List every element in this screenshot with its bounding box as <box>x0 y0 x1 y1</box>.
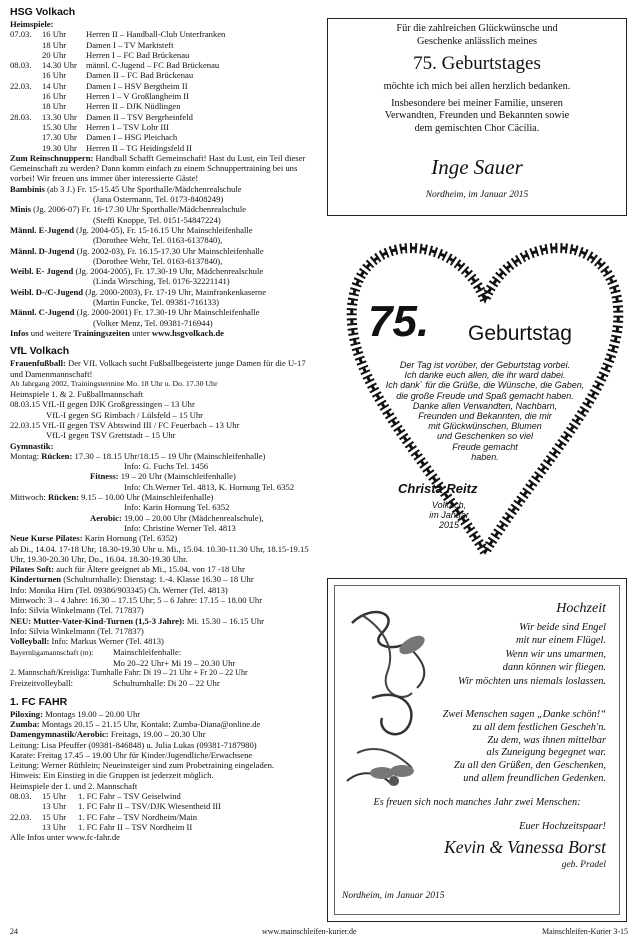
fcfahr-line-text: Leitung: Lisa Pfeuffer (09381-846848) u. Julia Lukas (09381-7187980) <box>10 739 257 750</box>
vfl-gym-row <box>10 523 312 533</box>
fcfahr-game-cell: 15 Uhr <box>42 791 67 802</box>
ad3-names: Kevin & Vanessa Borst <box>444 837 606 857</box>
vfl-gym <box>10 451 312 533</box>
hsg-game-cell: 14.30 Uhr <box>42 60 77 71</box>
vfl-zweite: 2. Mannschaft/Kreisliga: Turnhalle Fahr: Di 19 – 21 Uhr + Fr 20 – 22 Uhr <box>10 668 248 678</box>
hsg-game-cell: Herren II – Handball-Club Unterfranken <box>86 29 226 40</box>
vfl-matches <box>10 399 312 440</box>
hsg-group-contact: (Martin Funcke, Tel. 09381-716133) <box>93 297 219 308</box>
ad3-verse-line: zu all dem festlichen Gescheh'n. <box>472 721 606 733</box>
vfl-gym-type: Fitness: <box>90 471 119 482</box>
fcfahr-game-cell: 15 Uhr <box>42 811 67 822</box>
hsg-game-cell: 22.03. <box>10 80 32 91</box>
hsg-group-label: Bambinis <box>10 183 45 194</box>
hsg-schedule <box>10 29 312 153</box>
hsg-group-info: (Jg. 2006-07) Fr. 16-17.30 Uhr Sporthalle/Mädchenrealschule <box>33 204 247 215</box>
hsg-game-cell: 08.03. <box>10 60 32 71</box>
vfl-gym-text: 17.30 – 18.15 Uhr/18.15 – 19 Uhr (Mainschleifenhalle) <box>72 450 266 461</box>
vfl-gym-row <box>10 461 312 471</box>
hsg-game-cell <box>10 50 40 60</box>
hsg-game-cell: Damen II – TSV Bergrheinfeld <box>86 111 193 122</box>
vfl-gym-row <box>10 451 312 461</box>
ad2-line: Der Tag ist vorüber, der Geburtstag vorbei. <box>399 360 571 370</box>
ad3-poem-line: Wir beide sind Engel <box>519 622 606 633</box>
vfl-kurs-text: auch für Ältere geeignet ab Mi., 15.04. von 17 -18 Uhr <box>54 564 245 575</box>
ad2-line: Ich dank` für die Grüße, die Wünsche, die Gaben, <box>385 380 585 391</box>
fcfahr-line-text: Freitags, 19.00 – 20.30 Uhr <box>108 729 206 740</box>
vfl-kurs-label: Volleyball: <box>10 636 50 647</box>
ad3-verse-line: Zwei Menschen sagen „Danke schön!“ <box>442 709 606 720</box>
ad1-place: Nordheim, im Januar 2015 <box>425 190 529 200</box>
vfl-gym-type: Rücken: <box>41 450 73 461</box>
vfl-kurs-text: Karin Hornung (Tel. 6352) <box>82 533 178 544</box>
ad3-freuen: Es freuen sich noch manches Jahr zwei Menschen: <box>373 797 581 808</box>
hsg-game-cell <box>10 101 40 111</box>
ad3-poem-line: dann können wir fliegen. <box>502 662 606 674</box>
vfl-gym-type: Rücken: <box>47 492 80 503</box>
hsg-group-contact: (Linda Wirsching, Tel. 0176-32221141) <box>93 276 230 287</box>
vfl-gym-row <box>10 482 312 492</box>
ad3-title: Hochzeit <box>556 601 606 616</box>
vfl-kurs-row <box>10 533 312 543</box>
fcfahr-line-text: Hinweis: Ein Einstieg in die Gruppen ist jederzeit möglich. <box>10 770 214 781</box>
fcfahr-game-cell: 1. FC Fahr – TSV Geiselwind <box>78 791 181 802</box>
hsg-group-info: (Jg. 2000-2003), Fr. 17-19 Uhr, Mainfrankenkaserne <box>85 286 267 297</box>
ad2-word: Geburtstag <box>468 322 572 345</box>
hsg-game-cell: 16 Uhr <box>42 70 67 81</box>
vfl-match-row: VfL-I gegen SG Rimbach / Lülsfeld – 15 Uhr <box>46 409 204 420</box>
hsg-game-cell: Herren I – TSV Lohr III <box>86 121 169 132</box>
ad1-signature: Inge Sauer <box>431 155 523 179</box>
fcfahr-line <box>10 770 312 780</box>
hsg-group-info: (Jg. 2002-03), Fr. 16.15-17.30 Uhr Mainschleifenhalle <box>76 245 264 256</box>
hsg-group-info: (Jg. 2004-2005), Fr. 17.30-19 Uhr, Mädchenrealschule <box>75 266 264 277</box>
hsg-group-row <box>10 225 312 235</box>
vfl-freizeit: Freizeitvolleyball: Schulturnhalle: Di 20 – 22 Uhr <box>10 678 220 689</box>
vfl-kurs-row <box>10 605 312 615</box>
vfl-kurs-label: Kinderturnen <box>10 574 62 585</box>
fcfahr-line <box>10 740 312 750</box>
vfl-kurs-row <box>10 585 312 595</box>
hsg-game-cell: 16 Uhr <box>42 91 67 102</box>
hsg-game-cell: Herren II – DJK Nüdlingen <box>86 101 181 112</box>
hsg-group-label: Männl. E-Jugend <box>10 224 74 235</box>
vfl-gym-row <box>10 513 312 523</box>
ad2-line: die große Freude und Spaß gemacht haben. <box>396 390 574 401</box>
fcfahr-line-text: Montags 19.00 – 20.00 Uhr <box>42 708 141 719</box>
ad-christa-reitz <box>340 222 630 562</box>
ad2-line: Ich danke euch allen, die ihr ward dabei. <box>404 370 566 381</box>
hsg-group-info: (Jg. 2000-2001) Fr. 17.30-19 Uhr Mainschleifenhalle <box>76 307 260 318</box>
vfl-heimspiele: Heimspiele 1. & 2. Fußballmannschaft <box>10 389 144 400</box>
ad3-verse <box>443 709 606 786</box>
fcfahr-line-label: Damengymnastik/Aerobic: <box>10 729 109 740</box>
ad2-line: Danke allen Verwandten, Nachbarn, <box>412 400 558 411</box>
hsg-game-cell: 07.03. <box>10 29 32 40</box>
vfl-gym-label: Gymnastik: <box>10 440 54 451</box>
footer-url: www.mainschleifen-kurier.de <box>262 927 357 936</box>
vfl-frauen-times: Ab Jahrgang 2002, Trainingstermine Mo. 18 Uhr u. Do. 17.30 Uhr <box>10 378 218 388</box>
fcfahr-line <box>10 709 312 719</box>
hsg-game-cell <box>10 40 40 50</box>
fcfahr-lines <box>10 709 312 791</box>
ad2-line: haben. <box>471 451 499 462</box>
vfl-kurs-row <box>10 574 312 584</box>
fcfahr-schedule <box>10 791 312 832</box>
hsg-group-contact: (Jana Ostermann, Tel. 0173-8408249) <box>93 194 224 205</box>
vfl-kurs-text: Mi. 15.30 – 16.15 Uhr <box>184 615 264 626</box>
ad3-poem <box>458 621 606 688</box>
vfl-kurs-row <box>10 544 312 565</box>
hsg-group-label: Männl. D-Jugend <box>10 245 75 256</box>
vfl-gym-text: 9.15 – 10.00 Uhr (Mainschleifenhalle) <box>79 492 214 503</box>
hsg-game-cell <box>10 132 40 142</box>
ad3-geb: geb. Pradel <box>561 860 606 870</box>
fcfahr-line <box>10 760 312 770</box>
vfl-kurse <box>10 533 312 646</box>
fcfahr-line-label: Piloxing: <box>10 708 43 719</box>
vfl-title: VfL Volkach <box>10 345 70 358</box>
vfl-kurs-text: Info: Silvia Winkelmann (Tel. 717837) <box>10 625 144 636</box>
vfl-kurs-label: Neue Kurse Pilates: <box>10 533 83 544</box>
hsg-title: HSG Volkach <box>10 6 76 18</box>
fcfahr-game-cell: 22.03. <box>10 811 32 822</box>
hsg-game-cell: Damen I – HSG Pleichach <box>86 132 178 143</box>
hsg-group-row <box>10 184 312 194</box>
ad-hochzeit <box>327 578 627 922</box>
ad3-poem-line: mit nur einem Flügel. <box>515 635 606 647</box>
hsg-group-row <box>10 266 312 276</box>
vfl-gym-type: Aerobic: <box>90 512 122 523</box>
hsg-game-cell: 17.30 Uhr <box>42 132 77 143</box>
vfl-bayern: Bayernligamannschaft (m): Mainschleifenhalle: <box>10 646 182 657</box>
hsg-game-cell <box>10 143 40 153</box>
ad1-headline: 75. Geburtstages <box>413 53 541 74</box>
ad2-line: Freude gemacht <box>452 441 518 452</box>
vfl-match-row: VfL-I gegen TSV Grettstadt – 15 Uhr <box>46 430 176 441</box>
vfl-kurs-row <box>10 636 312 646</box>
fcfahr-line <box>10 719 312 729</box>
vfl-frauen: Frauenfußball: Der VfL Volkach sucht Fußballbegeisterte junge Damen für die U-17 und Damenmannschaft! <box>10 358 306 379</box>
hsg-group-contact: (Steffi Knoppe, Tel. 0151-54847224) <box>93 214 221 225</box>
ad1-intro: Für die zahlreichen Glückwünsche und Geschenke anlässlich meines <box>396 23 558 47</box>
hsg-game-cell <box>10 91 40 101</box>
fcfahr-line-text: Karate: Freitag 17.45 – 19.00 Uhr für Kinder/Jugendliche/Erwachsene <box>10 749 253 760</box>
hsg-infos: Infos und weitere Trainingszeiten unter www.hsgvolkach.de <box>10 327 224 338</box>
ad3-poem-line: Wir möchten uns niemals loslassen. <box>457 675 606 687</box>
fcfahr-line <box>10 729 312 739</box>
hsg-group-label: Weibl. D-/C-Jugend <box>10 286 84 297</box>
hsg-game-cell: 16 Uhr <box>42 29 67 40</box>
fcfahr-game-cell <box>10 801 40 811</box>
hsg-game-cell: Damen I – TV Marktsteft <box>86 39 174 50</box>
fcfahr-game-cell: 08.03. <box>10 791 32 802</box>
ad2-signature: Christa Reitz <box>398 481 478 496</box>
vfl-kurs-text: Info: Silvia Winkelmann (Tel. 717837) <box>10 605 144 616</box>
vfl-kurs-label: Pilates Soft: <box>10 564 55 575</box>
ad2-line: Freunden und Bekannten, die mir <box>418 411 552 422</box>
vfl-match-row: 22.03.15 VfL-II gegen TSV Abtswind III / FC Feuerbach – 13 Uhr <box>10 419 240 430</box>
vfl-gym-text: Info: Karin Hornung Tel. 6352 <box>124 502 230 513</box>
hsg-game-cell: Damen I – HSV Bergtheim II <box>86 80 188 91</box>
vfl-kurs-text: Info: Monika Hirn (Tel. 09386/903345) Ch. Werner (Tel. 4813) <box>10 584 228 595</box>
ad3-euer: Euer Hochzeitspaar! <box>519 821 606 832</box>
page-number: 24 <box>10 927 18 936</box>
hsg-group-label: Männl. C-Jugend <box>10 307 75 318</box>
hsg-group-row <box>10 204 312 214</box>
ad3-verse-line: und allem freundlichen Gedenken. <box>463 772 606 784</box>
ad2-number: 75. <box>368 297 430 346</box>
vfl-gym-row <box>10 502 312 512</box>
ad2-place: Volkach, im Januar 2015 <box>429 500 469 530</box>
hsg-game-cell: Herren I – V Großlangheim II <box>86 91 190 102</box>
vfl-gym-text: Info: G. Fuchs Tel. 1456 <box>124 461 209 472</box>
vfl-bayern-times: Mo 20–22 Uhr+ Mi 19 – 20.30 Uhr <box>113 657 236 668</box>
hsg-group-contact: (Volker Menz, Tel. 09381-716944) <box>93 317 213 328</box>
hsg-game-cell: 14 Uhr <box>42 80 67 91</box>
hsg-group-info: (ab 3 J.) Fr. 15-15.45 Uhr Sporthalle/Mädchenrealschule <box>47 183 242 194</box>
hsg-group-label: Weibl. E- Jugend <box>10 266 74 277</box>
vfl-kurs-text: Info: Markus Werner (Tel. 4813) <box>49 636 164 647</box>
vfl-match-row: 08.03.15 VfL-II gegen DJK Großgressingen – 13 Uhr <box>10 399 195 410</box>
hsg-reinschnuppern: Zum Reinschnuppern: Handball Schafft Gemeinschaft! Hast du Lust, ein Teil dieser Gemeinschaft zu werden? Dann komm einfach zu einem Schnuppertraining bei uns vorbei! Wir freuen uns immer über interessierte Gäste! <box>10 152 306 184</box>
fcfahr-title: 1. FC FAHR <box>10 695 68 708</box>
vfl-kurs-label: NEU: Mutter-Vater-Kind-Turnen (1,5-3 Jahre): <box>10 615 185 626</box>
hsg-heimspiele: Heimspiele: <box>10 19 54 29</box>
vfl-kurs-row <box>10 564 312 574</box>
doves-ornament-icon <box>342 603 452 793</box>
vfl-gym-text: Info: Christine Werner Tel. 4813 <box>124 522 236 533</box>
fcfahr-line <box>10 750 312 760</box>
hsg-game-cell: Herren I – FC Bad Brückenau <box>86 49 190 60</box>
ad3-place: Nordheim, im Januar 2015 <box>342 891 445 901</box>
ad2-line: mit Glückwünschen, Blumen <box>428 421 542 432</box>
fcfahr-alle: Alle Infos unter www.fc-fahr.de <box>10 832 120 843</box>
vfl-kurs-row <box>10 595 312 605</box>
vfl-kurs-text: (Schulturnhalle): Dienstag: 1.-4. Klasse 16.30 – 18 Uhr <box>61 574 254 585</box>
hsg-group-contact: (Dorothee Wehr, Tel. 0163-6137840), <box>93 235 223 246</box>
hsg-groups <box>10 184 312 328</box>
fcfahr-game-cell: 1. FC Fahr II – TSV Nordheim II <box>78 821 193 832</box>
vfl-gym-day: Mittwoch: <box>10 492 48 503</box>
ad3-verse-line: Zu dem, was ihnen mittelbar <box>487 734 606 746</box>
hsg-game-cell: männl. C-Jugend – FC Bad Brückenau <box>86 60 220 71</box>
vfl-gym-text: 19.00 – 20.00 Uhr (Mädchenrealschule), <box>121 512 264 523</box>
fcfahr-line <box>10 781 312 791</box>
hsg-group-row <box>10 246 312 256</box>
vfl-gym-day: Montag: <box>10 450 42 461</box>
hsg-game-cell: Damen II – FC Bad Brückenau <box>86 70 194 81</box>
vfl-kurs-text: ab Di., 14.04. 17-18 Uhr, 18.30-19.30 Uhr u. Mi., 15.04. 10.30-11.30 Uhr, 18.15-19.15 Uhr, 19.30-20.30 Uhr, Do., 16.04. 18.30-19.30 Uhr. <box>10 543 309 564</box>
hsg-game-cell: 20 Uhr <box>42 49 67 60</box>
hsg-game-cell: Herren II – TG Heidingsfeld II <box>86 142 193 153</box>
ad3-poem-line: Wenn wir uns umarmen, <box>505 648 606 660</box>
vfl-gym-text: 19 – 20 Uhr (Mainschleifenhalle) <box>118 471 236 482</box>
ad-inge-sauer <box>327 18 627 216</box>
vfl-gym-text: Info: Ch.Werner Tel. 4813, K. Hornung Tel. 6352 <box>124 481 295 492</box>
vfl-kurs-row <box>10 626 312 636</box>
ad2-text <box>340 360 630 462</box>
fcfahr-game-cell: 13 Uhr <box>42 821 67 832</box>
ad3-verse-line: als Zuneigung begegnet war. <box>486 747 606 759</box>
hsg-game-cell: 15.30 Uhr <box>42 121 77 132</box>
hsg-game-cell <box>10 70 40 80</box>
hsg-group-contact: (Dorothee Wehr, Tel. 0163-6137840), <box>93 255 223 266</box>
fcfahr-game-cell: 13 Uhr <box>42 801 67 812</box>
fcfahr-line-text: Heimspiele der 1. und 2. Mannschaft <box>10 780 138 791</box>
hsg-group-row <box>10 307 312 317</box>
hsg-group-info: (Jg. 2004-05), Fr. 15-16.15 Uhr Mainschleifenhalle <box>76 224 253 235</box>
vfl-kurs-text: Mittwoch: 3 – 4 Jahre: 16.30 – 17.15 Uhr; 5 – 6 Jahre: 17.15 – 18.00 Uhr <box>10 595 263 606</box>
hsg-group-label: Minis <box>10 204 32 215</box>
ad3-verse-line: Zu all den Grüßen, den Geschenken, <box>453 760 606 772</box>
left-column <box>10 6 312 843</box>
fcfahr-game-cell: 1. FC Fahr II – TSV/DJK Wiesentheid III <box>78 801 222 812</box>
fcfahr-line-text: Montags 20.15 – 21.15 Uhr, Kontakt: Zumba-Diana@online.de <box>39 719 261 729</box>
footer-issue: Mainschleifen-Kurier 3-15 <box>542 927 628 936</box>
hsg-game-cell: 18 Uhr <box>42 101 67 112</box>
fcfahr-game-cell <box>10 822 40 832</box>
fcfahr-line-text: Leitung: Werner Rüthlein; Neueinsteiger sind zum Probetraining eingeladen. <box>10 760 275 771</box>
hsg-game-cell: 28.03. <box>10 111 32 122</box>
ad2-line: und Geschenken so viel <box>436 431 534 442</box>
fcfahr-line-label: Zumba: <box>10 719 40 729</box>
vfl-gym-row <box>10 471 312 481</box>
vfl-gym-row <box>10 492 312 502</box>
hsg-game-cell: 13.30 Uhr <box>42 111 77 122</box>
fcfahr-game-cell: 1. FC Fahr – TSV Nordheim/Main <box>78 811 198 822</box>
hsg-group-row <box>10 287 312 297</box>
hsg-game-cell: 18 Uhr <box>42 39 67 50</box>
ad1-body: möchte ich mich bei allen herzlich bedanken. Insbesondere bei meiner Familie, unseren Verwandten, Freunden und Bekannten sowie dem gemischten Chor Cäcilia. <box>383 81 571 134</box>
hsg-game-cell <box>10 122 40 132</box>
vfl-kurs-row <box>10 616 312 626</box>
hsg-game-cell: 19.30 Uhr <box>42 142 77 153</box>
